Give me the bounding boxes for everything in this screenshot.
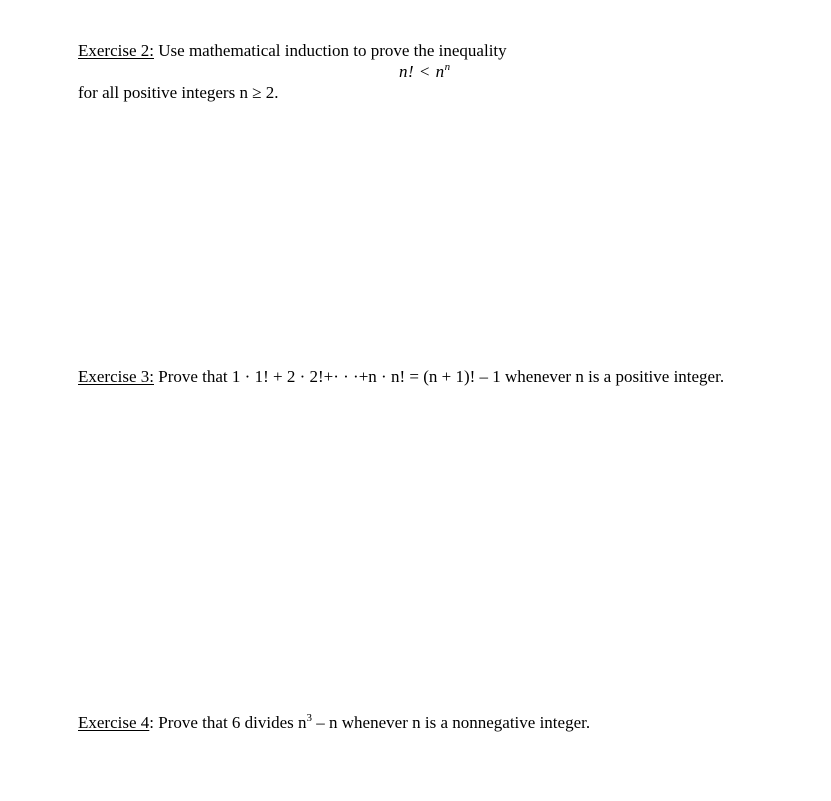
exercise-2-text: Use mathematical induction to prove the inequality	[154, 41, 507, 60]
exercise-3-text: Prove that 1 · 1! + 2 · 2!+· · ·+n · n! = (n + 1)! – 1 whenever n is a positive integer.	[154, 367, 725, 386]
exercise-4-text-pre: Prove that 6 divides n	[154, 713, 307, 732]
exercise-3-statement	[78, 367, 724, 387]
exercise-4-label: Exercise 4	[78, 713, 150, 732]
exercise-2-condition: for all positive integers n ≥ 2.	[78, 83, 279, 102]
exercise-4-statement	[78, 713, 590, 733]
formula-exponent: n	[444, 61, 451, 73]
exercise-2-statement	[78, 41, 507, 61]
exercise-2-label: Exercise 2:	[78, 41, 154, 60]
exercise-4-text-post: – n whenever n is a nonnegative integer.	[312, 713, 591, 732]
exercise-4-colon: :	[149, 713, 155, 732]
formula-base: n! < n	[399, 62, 445, 81]
exercise-4-exponent: 3	[306, 712, 313, 724]
exercise-3-label: Exercise 3:	[78, 367, 154, 386]
inequality-formula	[399, 62, 451, 82]
